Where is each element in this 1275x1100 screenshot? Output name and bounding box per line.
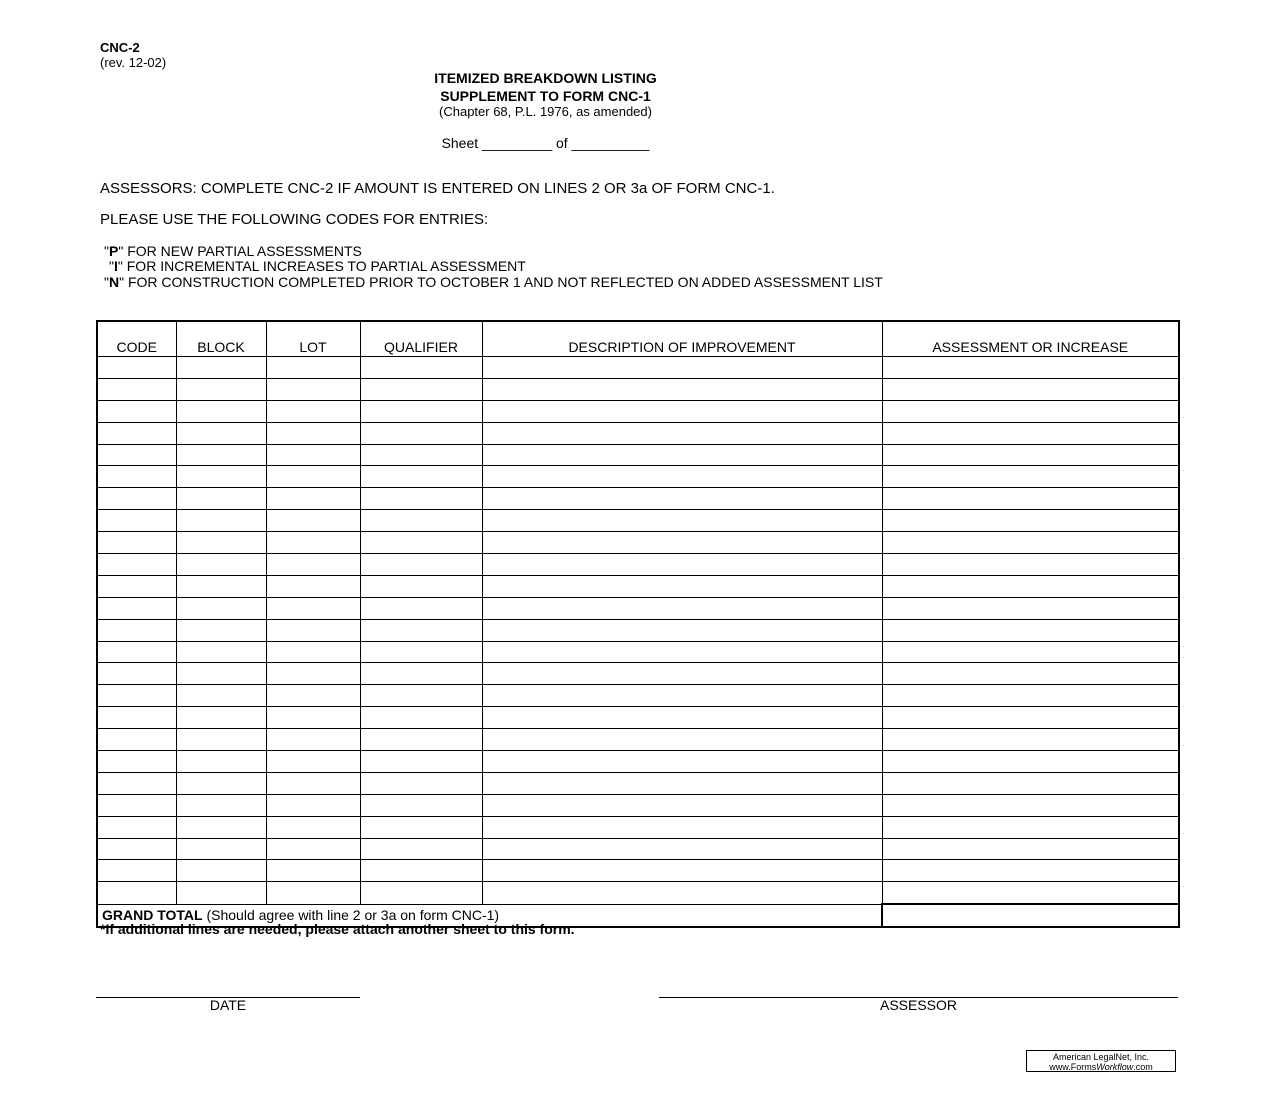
entry-cell[interactable] [176,510,266,532]
entry-cell[interactable] [97,816,176,838]
entry-cell[interactable] [482,488,882,510]
table-row [97,751,1179,773]
entry-cell[interactable] [360,444,482,466]
entry-cell[interactable] [882,554,1179,576]
entry-cell[interactable] [97,422,176,444]
form-revision: (rev. 12-02) [100,55,167,70]
assessor-label: ASSESSOR [879,997,958,1013]
grand-total-label: GRAND TOTAL (Should agree with line 2 or 3a on form CNC-1) [97,904,882,927]
entry-cell[interactable] [97,554,176,576]
entry-cell[interactable] [882,794,1179,816]
entry-cell[interactable] [266,772,360,794]
entry-cell[interactable] [266,400,360,422]
entry-cell[interactable] [266,575,360,597]
table-row [97,488,1179,510]
entry-cell[interactable] [176,575,266,597]
entry-cell[interactable] [97,597,176,619]
entry-cell[interactable] [482,860,882,882]
column-header: DESCRIPTION OF IMPROVEMENT [482,321,882,357]
entry-cell[interactable] [882,575,1179,597]
entry-cell[interactable] [360,663,482,685]
entry-cell[interactable] [97,532,176,554]
entry-cell[interactable] [97,400,176,422]
entry-cell[interactable] [482,816,882,838]
entry-cell[interactable] [482,685,882,707]
entry-cell[interactable] [266,707,360,729]
entry-cell[interactable] [882,510,1179,532]
entry-cell[interactable] [97,488,176,510]
entry-cell[interactable] [360,882,482,904]
entry-cell[interactable] [176,378,266,400]
itemized-table [96,320,1180,928]
entry-cell[interactable] [482,510,882,532]
entry-cell[interactable] [360,860,482,882]
entry-cell[interactable] [266,554,360,576]
entry-cell[interactable] [176,794,266,816]
entry-cell[interactable] [176,685,266,707]
entry-cell[interactable] [882,685,1179,707]
table-row [97,400,1179,422]
entry-cell[interactable] [360,641,482,663]
entry-cell[interactable] [360,422,482,444]
entry-cell[interactable] [882,663,1179,685]
entry-cell[interactable] [360,466,482,488]
entry-cell[interactable] [176,751,266,773]
entry-cell[interactable] [482,554,882,576]
entry-cell[interactable] [882,488,1179,510]
entry-cell[interactable] [176,597,266,619]
entry-cell[interactable] [482,422,882,444]
entry-cell[interactable] [176,488,266,510]
entry-cell[interactable] [266,860,360,882]
entry-cell[interactable] [882,466,1179,488]
entry-cell[interactable] [482,707,882,729]
table-row [97,641,1179,663]
entry-cell[interactable] [176,532,266,554]
entry-cell[interactable] [482,444,882,466]
entry-cell[interactable] [482,794,882,816]
entry-cell[interactable] [176,882,266,904]
entry-cell[interactable] [360,838,482,860]
table-row [97,729,1179,751]
table-row [97,685,1179,707]
entry-cell[interactable] [266,357,360,379]
publisher-badge [1026,1050,1176,1072]
entry-cell[interactable] [882,772,1179,794]
entry-cell[interactable] [882,882,1179,904]
entry-cell[interactable] [882,751,1179,773]
entry-cell[interactable] [266,532,360,554]
entry-cell[interactable] [97,663,176,685]
entry-cell[interactable] [97,378,176,400]
entry-cell[interactable] [266,663,360,685]
table-row [97,422,1179,444]
entry-cell[interactable] [97,772,176,794]
column-header: CODE [97,321,176,357]
entry-cell[interactable] [176,400,266,422]
entry-cell[interactable] [97,707,176,729]
entry-cell[interactable] [97,685,176,707]
entry-cell[interactable] [176,729,266,751]
entry-cell[interactable] [176,860,266,882]
grand-total-field[interactable] [882,904,1179,927]
form-id: CNC-2 [100,40,140,55]
entry-cell[interactable] [482,729,882,751]
entry-cell[interactable] [482,575,882,597]
entry-cell[interactable] [266,619,360,641]
entry-cell[interactable] [360,597,482,619]
sheet-number[interactable]: Sheet _________ of __________ [441,135,650,151]
entry-cell[interactable] [266,488,360,510]
entry-cell[interactable] [360,378,482,400]
entry-cell[interactable] [882,816,1179,838]
table-row [97,860,1179,882]
entry-cell[interactable] [360,707,482,729]
entry-cell[interactable] [266,729,360,751]
entry-cell[interactable] [266,510,360,532]
publisher-url: www.FormsWorkflow.com [1049,1062,1153,1072]
entry-cell[interactable] [266,641,360,663]
column-header: BLOCK [176,321,266,357]
entry-cell[interactable] [176,641,266,663]
table-header-row [97,321,1179,357]
entry-cell[interactable] [360,816,482,838]
entry-cell[interactable] [176,422,266,444]
entry-cell[interactable] [882,400,1179,422]
entry-cell[interactable] [882,357,1179,379]
entry-cell[interactable] [882,378,1179,400]
entry-cell[interactable] [97,510,176,532]
table-row [97,466,1179,488]
entry-cell[interactable] [882,532,1179,554]
additional-lines-note: *If additional lines are needed, please attach another sheet to this form. [100,921,575,937]
table-row [97,378,1179,400]
entry-cell[interactable] [176,466,266,488]
table-row [97,838,1179,860]
entry-cell[interactable] [97,575,176,597]
column-header: ASSESSMENT OR INCREASE [882,321,1179,357]
entry-cell[interactable] [360,357,482,379]
entry-cell[interactable] [360,400,482,422]
entry-cell[interactable] [482,751,882,773]
entry-cell[interactable] [360,772,482,794]
entry-cell[interactable] [360,729,482,751]
entry-cell[interactable] [266,685,360,707]
entry-cell[interactable] [882,860,1179,882]
entry-cell[interactable] [482,357,882,379]
entry-cell[interactable] [176,816,266,838]
entry-cell[interactable] [482,641,882,663]
table-row [97,554,1179,576]
entry-cell[interactable] [360,510,482,532]
code-i-entry: "I" FOR INCREMENTAL INCREASES TO PARTIAL ASSESSMENT [109,258,526,274]
entry-cell[interactable] [97,619,176,641]
entry-cell[interactable] [360,488,482,510]
entry-cell[interactable] [882,422,1179,444]
entry-cell[interactable] [482,378,882,400]
entry-cell[interactable] [97,444,176,466]
entry-cell[interactable] [482,663,882,685]
entry-cell[interactable] [97,860,176,882]
entry-cell[interactable] [882,729,1179,751]
entry-cell[interactable] [266,816,360,838]
entry-cell[interactable] [97,357,176,379]
entry-cell[interactable] [266,444,360,466]
entry-cell[interactable] [482,772,882,794]
entry-cell[interactable] [360,751,482,773]
table-row [97,532,1179,554]
entry-cell[interactable] [176,619,266,641]
entry-cell[interactable] [360,685,482,707]
table-row [97,816,1179,838]
column-header: QUALIFIER [360,321,482,357]
entry-cell[interactable] [176,357,266,379]
entry-cell[interactable] [882,619,1179,641]
table-row [97,663,1179,685]
table-row [97,707,1179,729]
entry-cell[interactable] [97,751,176,773]
entry-cell[interactable] [176,707,266,729]
entry-cell[interactable] [482,882,882,904]
entry-cell[interactable] [266,751,360,773]
entry-cell[interactable] [97,794,176,816]
entry-cell[interactable] [97,641,176,663]
publisher-name: American LegalNet, Inc. [1052,1052,1150,1062]
entry-cell[interactable] [360,554,482,576]
entry-cell[interactable] [266,597,360,619]
table-row [97,357,1179,379]
entry-cell[interactable] [482,619,882,641]
entry-cell[interactable] [97,838,176,860]
entry-cell[interactable] [482,466,882,488]
assessors-instruction: ASSESSORS: COMPLETE CNC-2 IF AMOUNT IS ENTERED ON LINES 2 OR 3a OF FORM CNC-1. [100,180,775,197]
entry-cell[interactable] [882,707,1179,729]
entry-cell[interactable] [882,444,1179,466]
entry-cell[interactable] [360,794,482,816]
entry-cell[interactable] [97,882,176,904]
entry-cell[interactable] [266,466,360,488]
entry-cell[interactable] [482,597,882,619]
entry-cell[interactable] [176,554,266,576]
table-row [97,772,1179,794]
entry-cell[interactable] [176,444,266,466]
entry-cell[interactable] [482,838,882,860]
title-line-3: (Chapter 68, P.L. 1976, as amended) [439,104,652,119]
entry-cell[interactable] [882,838,1179,860]
table-row [97,575,1179,597]
table-row [97,510,1179,532]
title-line-1: ITEMIZED BREAKDOWN LISTING [434,70,657,86]
entry-cell[interactable] [266,422,360,444]
code-p-entry: "P" FOR NEW PARTIAL ASSESSMENTS [104,243,362,259]
title-line-2: SUPPLEMENT TO FORM CNC-1 [440,88,651,104]
entry-cell[interactable] [482,532,882,554]
column-header: LOT [266,321,360,357]
table-row [97,597,1179,619]
entry-cell[interactable] [360,575,482,597]
date-label: DATE [209,997,247,1013]
table-row [97,444,1179,466]
entry-cell[interactable] [882,641,1179,663]
entry-cell[interactable] [266,378,360,400]
entry-cell[interactable] [266,882,360,904]
entry-cell[interactable] [360,619,482,641]
entry-cell[interactable] [482,400,882,422]
codes-intro: PLEASE USE THE FOLLOWING CODES FOR ENTRIES: [100,211,489,228]
entry-cell[interactable] [266,794,360,816]
table-row [97,794,1179,816]
entry-cell[interactable] [176,772,266,794]
entry-cell[interactable] [176,838,266,860]
entry-cell[interactable] [97,466,176,488]
entry-cell[interactable] [266,838,360,860]
entry-cell[interactable] [97,729,176,751]
table-row [97,882,1179,904]
table-row [97,619,1179,641]
code-n-entry: "N" FOR CONSTRUCTION COMPLETED PRIOR TO OCTOBER 1 AND NOT REFLECTED ON ADDED ASSESSMENT LIST [104,274,883,290]
entry-cell[interactable] [176,663,266,685]
entry-cell[interactable] [360,532,482,554]
entry-cell[interactable] [882,597,1179,619]
